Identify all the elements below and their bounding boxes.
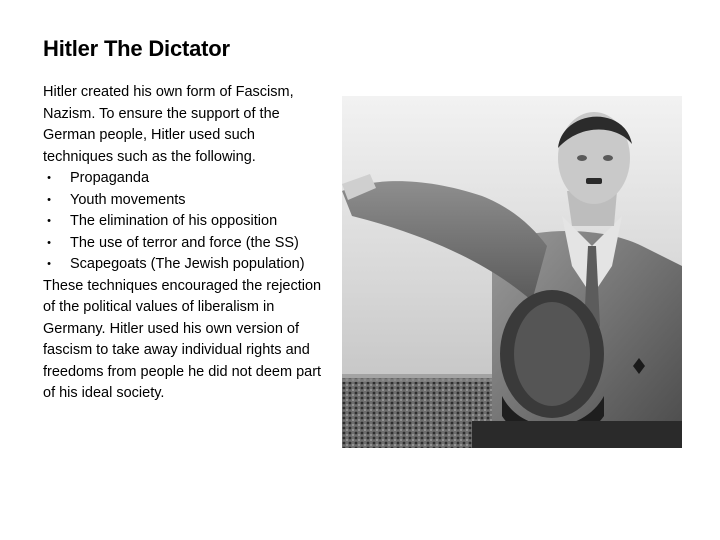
slide-title: Hitler The Dictator — [43, 36, 230, 61]
saluting-figure-photo — [342, 96, 682, 448]
technique-list — [43, 168, 323, 276]
slide-body — [43, 82, 323, 405]
list-item: • Scapegoats (The Jewish population) — [43, 254, 323, 276]
list-item: • Youth movements — [43, 190, 323, 212]
bullet-icon: • — [47, 215, 51, 227]
conclusion-paragraph: These techniques encouraged the rejection of the political values of liberalism in Germany. Hitler used his own version of fascism to take away individual rights and freedoms from people he did not deem part of his ideal society. — [43, 277, 322, 401]
intro-paragraph: Hitler created his own form of Fascism, Nazism. To ensure the support of the German people, Hitler used such techniques such as the following. — [43, 84, 294, 165]
list-item: • The elimination of his opposition — [43, 211, 323, 233]
bullet-icon: • — [47, 258, 51, 270]
bullet-icon: • — [47, 193, 51, 206]
bullet-icon: • — [47, 172, 51, 184]
list-item: • The use of terror and force (the SS) — [43, 233, 323, 255]
bullet-icon: • — [47, 236, 51, 249]
list-item: • Propaganda — [43, 168, 323, 190]
